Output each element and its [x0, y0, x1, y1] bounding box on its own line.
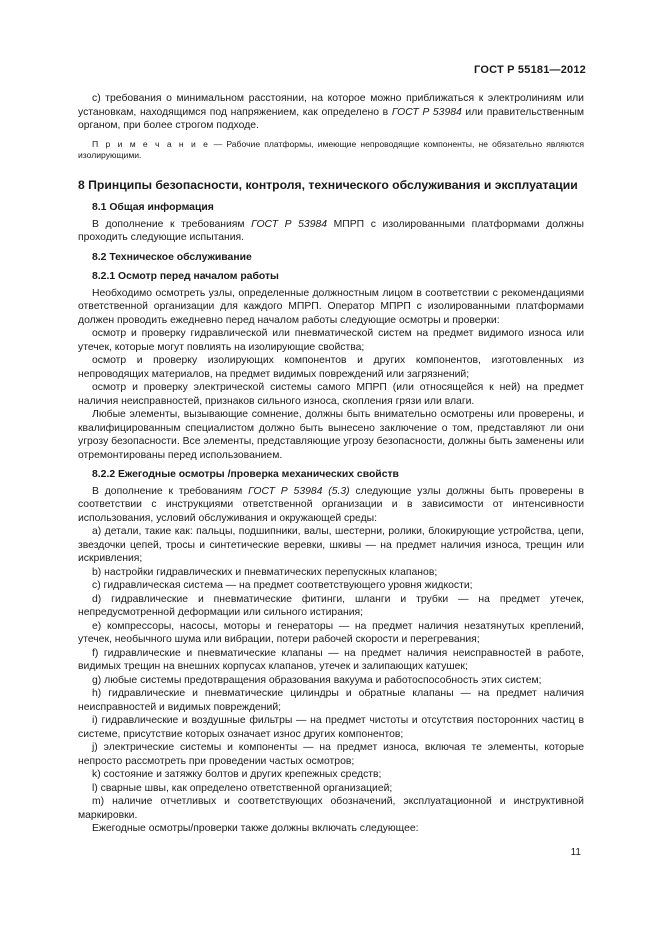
subsection-heading: 8.2.1 Осмотр перед началом работы	[92, 271, 279, 282]
note-label: П р и м е ч а н и е	[92, 138, 210, 149]
page-number: 11	[570, 847, 581, 858]
standard-reference: ГОСТ Р 53984	[391, 106, 462, 118]
item-c-paragraph: c) требования о минимальном расстоянии, на которое можно приближаться к электролиниям или установкам, находящимся под напряжением, как определено в ГОСТ Р 53984 или правительственным органом, при более строгом подходе.	[78, 93, 585, 131]
subsection-heading: 8.2.2 Ежегодные осмотры /проверка механических свойств	[92, 469, 399, 480]
list-item: m) наличие отчетливых и соответствующих обозначений, эксплуатационной и инструктивной маркировки.	[78, 796, 584, 821]
list-item: осмотр и проверку электрической системы самого МПРП (или относящейся к ней) на предмет наличия неисправностей, признаков сильного износа, скопления грязи или влаги.	[78, 382, 584, 407]
list-item: l) сварные швы, как определено ответственной организацией;	[92, 782, 393, 794]
list-item: e) компрессоры, насосы, моторы и генераторы — на предмет наличия незатянутых креплений, утечек, необычного шума или вибрации, потери рабочей скорости и перегревания;	[78, 620, 584, 645]
paragraph: Любые элементы, вызывающие сомнение, должны быть внимательно осмотрены или проверены, и квалифицированным специалистом должно быть вынесено заключение о том, представляют ли они угрозу безопасности. Все элементы, представляющие угрозу безопасности, должны быть заменены или отремонтированы перед использованием.	[78, 409, 584, 461]
list-item: осмотр и проверку гидравлической или пневматической систем на предмет видимого износа или утечек, которые могут повлиять на изолирующие свойства;	[78, 328, 584, 353]
list-item: f) гидравлические и пневматические клапаны — на предмет наличия неисправностей в работе, видимых трещин на внешних корпусах клапанов, утечек и залипающих катушек;	[78, 647, 584, 672]
standard-reference: ГОСТ Р 53984	[251, 218, 328, 230]
paragraph: Необходимо осмотреть узлы, определенные должностным лицом в соответствии с рекомендациями ответственной организации для каждого МПРП. Оператор МПРП с изолированными платформами должен проводить ежедневно перед началом работы следующие осмотры и проверки:	[78, 287, 584, 326]
section-heading: 8 Принципы безопасности, контроля, технического обслуживания и эксплуатации	[78, 177, 578, 192]
document-header: ГОСТ Р 55181—2012	[474, 64, 586, 76]
list-item: i) гидравлические и воздушные фильтры — на предмет чистоты и отсутствия посторонних частиц в системе, присутствие которых означает износ других компонентов;	[78, 715, 584, 740]
subsection-heading: 8.2 Техническое обслуживание	[92, 251, 252, 263]
standard-reference: ГОСТ Р 53984 (5.3)	[248, 485, 350, 497]
list-item: k) состояние и затяжку болтов и других крепежных средств;	[92, 769, 382, 780]
paragraph: Ежегодные осмотры/проверки также должны включать следующее:	[92, 823, 419, 834]
list-item: осмотр и проверку изолирующих компонентов и других компонентов, изготовленных из непроводящих материалов, на предмет видимых повреждений или загрязнений;	[78, 355, 584, 380]
subsection-heading: 8.1 Общая информация	[92, 202, 214, 213]
list-item: d) гидравлические и пневматические фитинги, шланги и трубки — на предмет утечек, непредусмотренной деформации или сильного истирания;	[78, 593, 584, 618]
list-item: g) любые системы предотвращения образования вакуума и работоспособность этих систем;	[92, 674, 542, 686]
paragraph: В дополнение к требованиям ГОСТ Р 53984 (5.3) следующие узлы должны быть проверены в соответствии с инструкциями ответственной организации и в зависимости от интенсивности использования, условий обслуживания и окружающей среды:	[78, 485, 584, 524]
list-item: h) гидравлические и пневматические цилиндры и обратные клапаны — на предмет наличия неисправностей и видимых повреждений;	[78, 688, 584, 713]
list-item: а) детали, такие как: пальцы, подшипники, валы, шестерни, ролики, блокирующие устройства, цепи, звездочки цепей, тросы и синтетические веревки, шкивы — на предмет наличия износа, трещин или искривления;	[78, 526, 584, 564]
paragraph: В дополнение к требованиям ГОСТ Р 53984 МПРП с изолированными платформами должны проходить следующие испытания.	[78, 218, 584, 243]
list-item: c) гидравлическая система — на предмет соответствующего уровня жидкости;	[92, 580, 473, 591]
document-body	[78, 92, 584, 836]
note-paragraph: П р и м е ч а н и е — Рабочие платформы, имеющие непроводящие компоненты, не обязательно являются изолирующими.	[78, 138, 585, 160]
list-item: j) электрические системы и компоненты — на предмет износа, включая те элементы, которые непросто рассмотреть при проведении частых осмотров;	[78, 742, 584, 767]
list-item: b) настройки гидравлических и пневматических перепускных клапанов;	[92, 566, 438, 578]
